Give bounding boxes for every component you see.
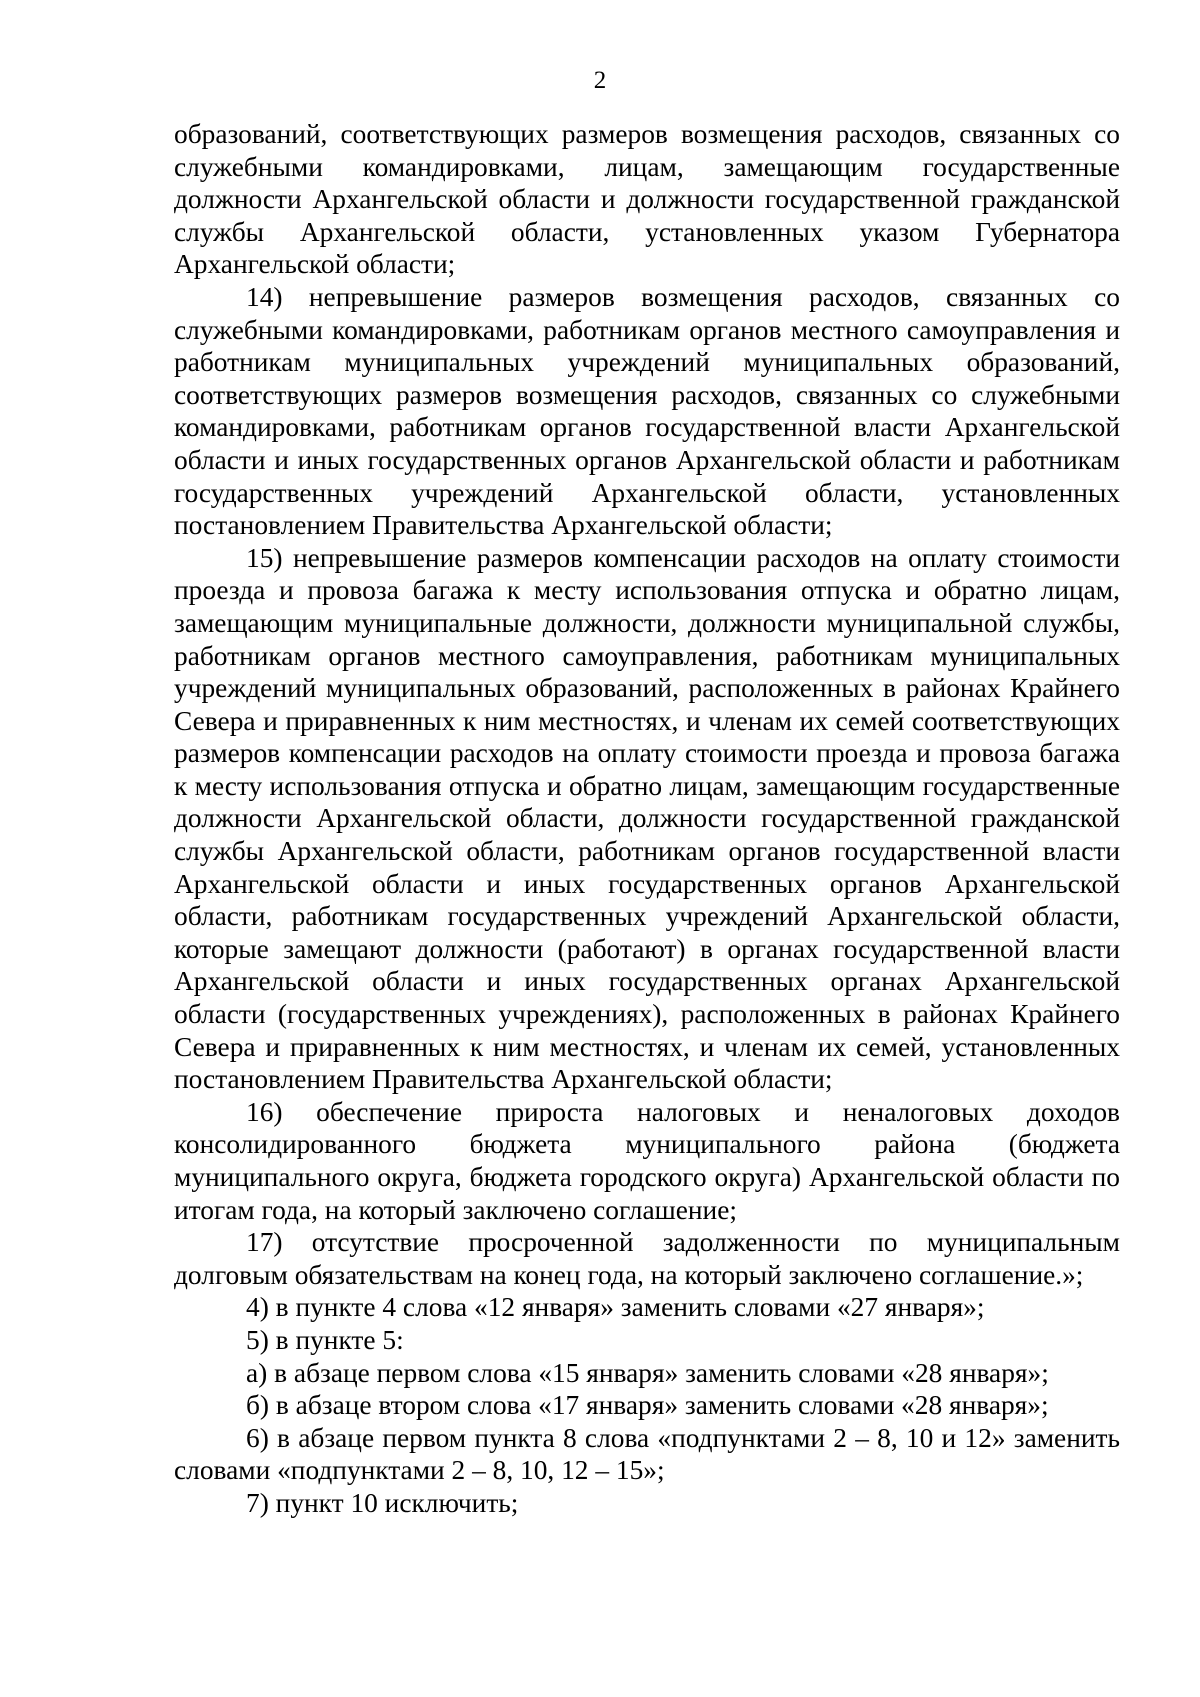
paragraph-item-14: 14) непревышение размеров возмещения расходов, связанных со служебными командировками, работникам органов местного самоуправления и работникам муниципальных учреждений муниципальных образований, соответствующих размеров возмещения расходов, связанных со служебными командировками, работникам органов государственной власти Архангельской области и иных государственных органов Архангельской области и работникам государственных учреждений Архангельской области, установленных постановлением Правительства Архангельской области; (174, 281, 1120, 541)
paragraph-amendment-4: 4) в пункте 4 слова «12 января» заменить словами «27 января»; (246, 1292, 985, 1323)
document-body (174, 118, 1120, 1520)
page-number: 2 (593, 67, 607, 94)
paragraph-continuation: образований, соответствующих размеров возмещения расходов, связанных со служебными командировками, лицам, замещающим государственные должности Архангельской области и должности государственной гражданской службы Архангельской области, установленных указом Губернатора Архангельской области; (174, 119, 1120, 280)
paragraph-item-15: 15) непревышение размеров компенсации расходов на оплату стоимости проезда и провоза багажа к месту использования отпуска и обратно лицам, замещающим муниципальные должности, должности муниципальной службы, работникам органов местного самоуправления, работникам муниципальных учреждений муниципальных образований, расположенных в районах Крайнего Севера и приравненных к ним местностях, и членам их семей соответствующих размеров компенсации расходов на оплату стоимости проезда и провоза багажа к месту использования отпуска и обратно лицам, замещающим государственные должности Архангельской области, должности государственной гражданской службы Архангельской области, работникам органов государственной власти Архангельской области и иных государственных органов Архангельской области, работникам государственных учреждений Архангельской области, которые замещают должности (работают) в органах государственной власти Архангельской области и иных государственных органах Архангельской области (государственных учреждениях), расположенных в районах Крайнего Севера и приравненных к ним местностях, и членам их семей, установленных постановлением Правительства Архангельской области; (174, 542, 1120, 1095)
paragraph-amendment-7: 7) пункт 10 исключить; (246, 1487, 519, 1518)
paragraph-amendment-5a: а) в абзаце первом слова «15 января» заменить словами «28 января»; (246, 1357, 1049, 1388)
paragraph-amendment-5: 5) в пункте 5: (246, 1324, 404, 1355)
paragraph-item-17: 17) отсутствие просроченной задолженности по муниципальным долговым обязательствам на конец года, на который заключено соглашение.»; (174, 1227, 1120, 1290)
paragraph-item-16: 16) обеспечение прироста налоговых и неналоговых доходов консолидированного бюджета муниципального района (бюджета муниципального округа, бюджета городского округа) Архангельской области по итогам года, на который заключено соглашение; (174, 1096, 1120, 1225)
paragraph-amendment-6: 6) в абзаце первом пункта 8 слова «подпунктами 2 – 8, 10 и 12» заменить словами «подпунктами 2 – 8, 10, 12 – 15»; (174, 1422, 1120, 1486)
paragraph-amendment-5b: б) в абзаце втором слова «17 января» заменить словами «28 января»; (246, 1390, 1049, 1421)
